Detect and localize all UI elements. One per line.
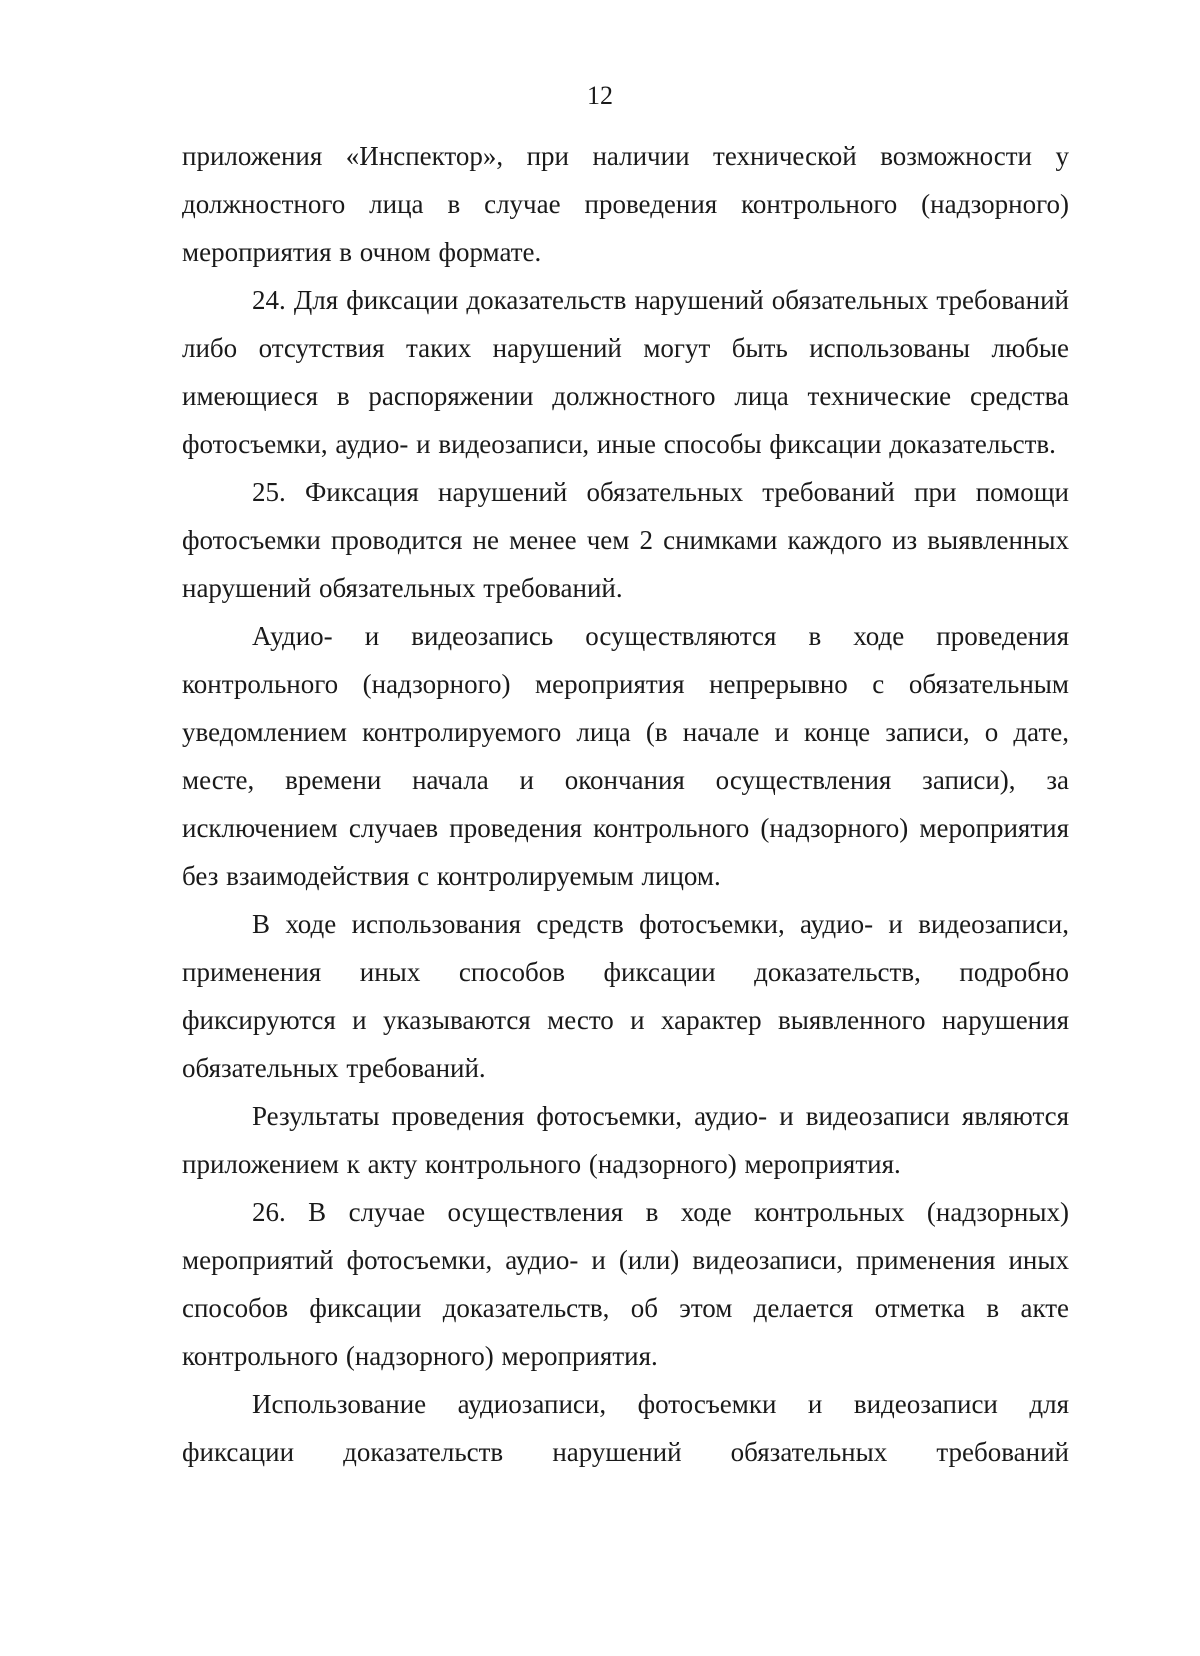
- paragraph-recording-results: Результаты проведения фотосъемки, аудио- и видеозаписи являются приложением к акту контрольного (надзорного) мероприятия.: [182, 1101, 1069, 1179]
- paragraph-item-25: 25. Фиксация нарушений обязательных требований при помощи фотосъемки проводится не менее чем 2 снимками каждого из выявленных нарушений обязательных требований.: [182, 477, 1069, 603]
- document-body: [182, 132, 1069, 1476]
- page-number: 12: [587, 81, 613, 110]
- paragraph-final-continued: Использование аудиозаписи, фотосъемки и видеозаписи для фиксации доказательств нарушений обязательных требований: [182, 1389, 1069, 1467]
- paragraph-item-26: 26. В случае осуществления в ходе контрольных (надзорных) мероприятий фотосъемки, аудио- и (или) видеозаписи, применения иных способов фиксации доказательств, об этом делается отметка в акте контрольного (надзорного) мероприятия.: [182, 1197, 1069, 1371]
- paragraph-recording-usage: В ходе использования средств фотосъемки, аудио- и видеозаписи, применения иных способов фиксации доказательств, подробно фиксируются и указываются место и характер выявленного нарушения обязательных требований.: [182, 909, 1069, 1083]
- paragraph-continuation: приложения «Инспектор», при наличии технической возможности у должностного лица в случае проведения контрольного (надзорного) мероприятия в очном формате.: [182, 141, 1069, 267]
- paragraph-audio-video-recording: Аудио- и видеозапись осуществляются в ходе проведения контрольного (надзорного) мероприятия непрерывно с обязательным уведомлением контролируемого лица (в начале и конце записи, о дате, месте, времени начала и окончания осуществления записи), за исключением случаев проведения контрольного (надзорного) мероприятия без взаимодействия с контролируемым лицом.: [182, 621, 1069, 891]
- paragraph-item-24: 24. Для фиксации доказательств нарушений обязательных требований либо отсутствия таких нарушений могут быть использованы любые имеющиеся в распоряжении должностного лица технические средства фотосъемки, аудио- и видеозаписи, иные способы фиксации доказательств.: [182, 285, 1069, 459]
